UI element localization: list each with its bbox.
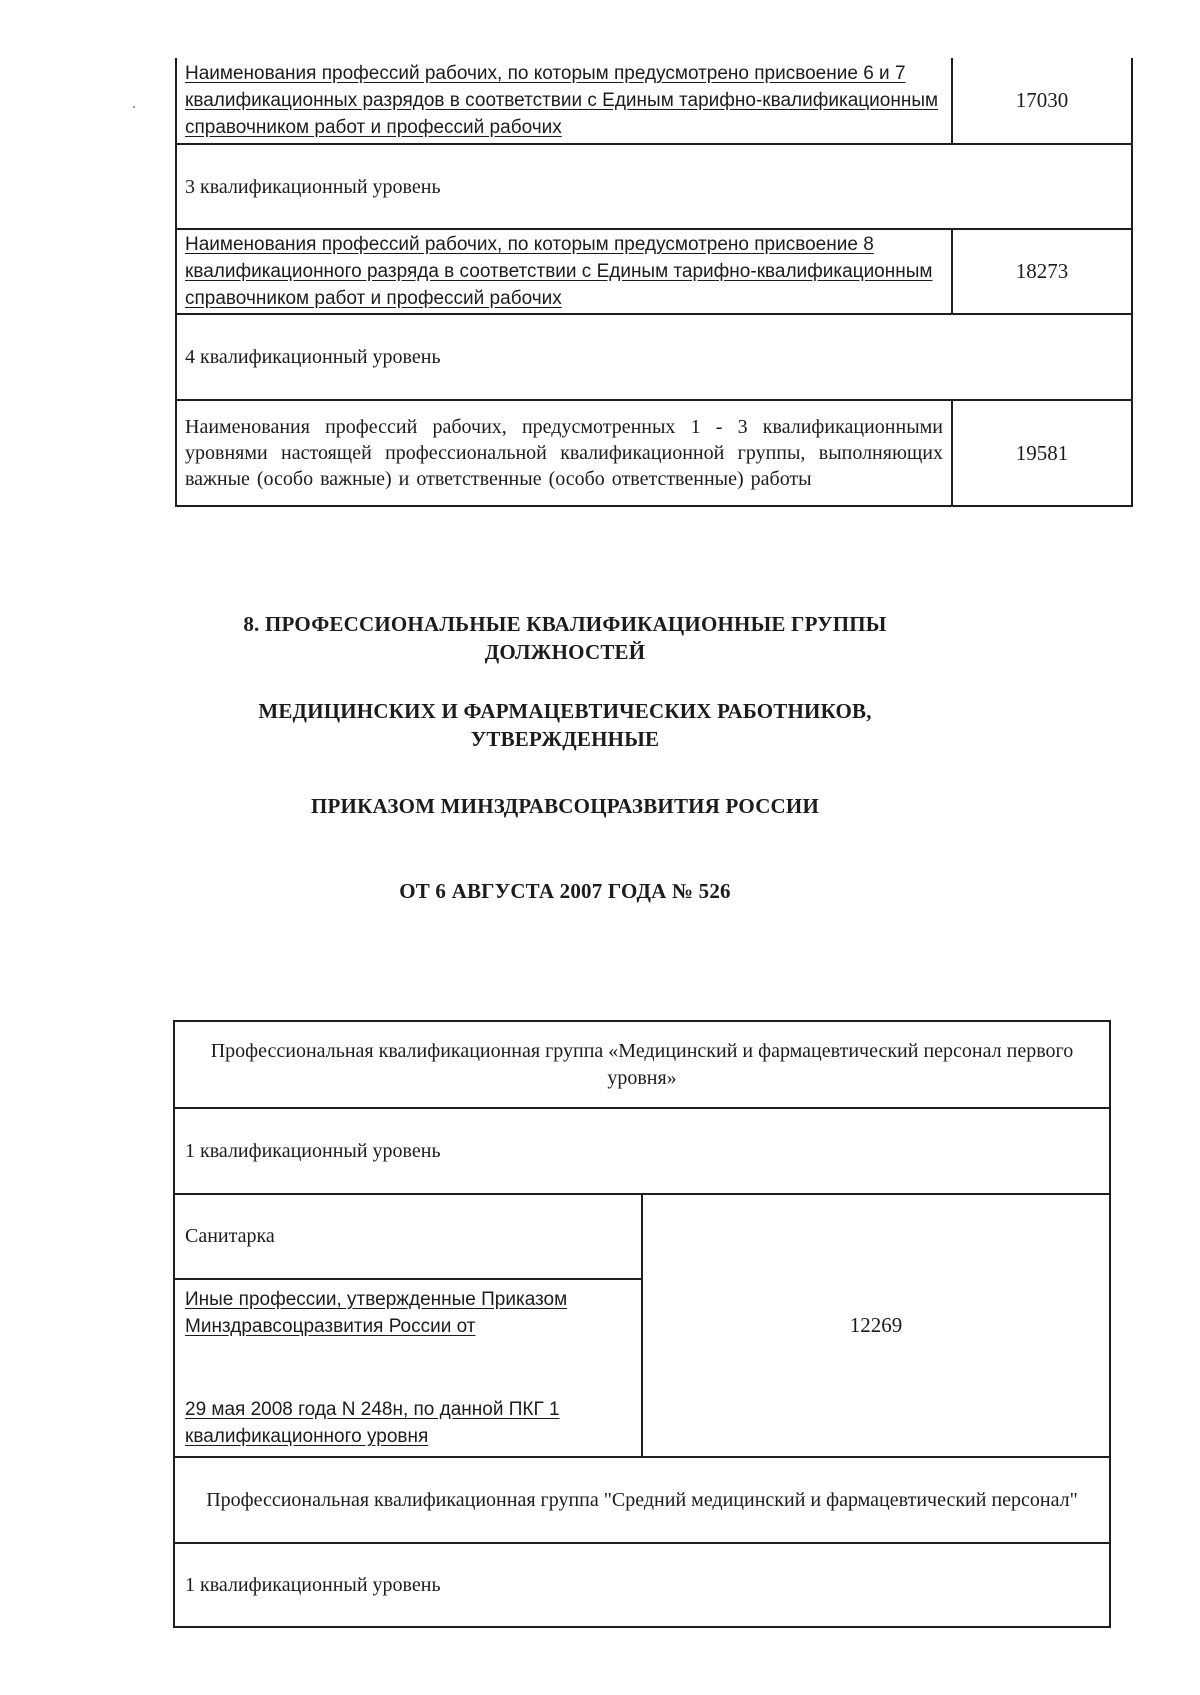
group-title: Профессиональная квалификационная группа «Медицинский и фармацевтический персонал первого уровня» <box>174 1021 1110 1108</box>
heading-line: ДОЛЖНОСТЕЙ <box>484 640 646 664</box>
salary-code-cell: 19581 <box>952 400 1132 506</box>
heading-line: 8. ПРОФЕССИОНАЛЬНЫЕ КВАЛИФИКАЦИОННЫЕ ГРУППЫ <box>243 612 887 636</box>
profession-name: Наименования профессий рабочих, по которым предусмотрено присвоение 6 и 7 квалификационных разрядов в соответствии с Единым тарифно-квалификационным справочником работ и профессий рабочих <box>185 63 939 138</box>
salary-code-cell: 12269 <box>642 1194 1110 1457</box>
heading-line: ОТ 6 АВГУСТА 2007 ГОДА № 526 <box>399 879 731 903</box>
heading-line: УТВЕРЖДЕННЫЕ <box>470 727 660 751</box>
table-row <box>176 400 1132 506</box>
qualification-level: 1 квалификационный уровень <box>174 1108 1110 1194</box>
section-heading <box>0 610 1130 666</box>
profession-name-line: Иные профессии, утвержденные Приказом Минздравсоцразвития России от <box>185 1289 568 1337</box>
group-title: Профессиональная квалификационная группа "Средний медицинский и фармацевтический персонал" <box>174 1457 1110 1543</box>
profession-cell <box>176 58 952 144</box>
salary-code-cell: 17030 <box>952 58 1132 144</box>
heading-line: МЕДИЦИНСКИХ И ФАРМАЦЕВТИЧЕСКИХ РАБОТНИКОВ, <box>258 699 872 723</box>
profession-cell <box>176 229 952 314</box>
table-row <box>174 1543 1110 1627</box>
cell-gap <box>185 1340 631 1396</box>
table-row <box>174 1108 1110 1194</box>
medical-staff-table <box>173 1020 1111 1628</box>
profession-name: Наименования профессий рабочих, предусмотренных 1 - 3 квалификационными уровнями настоящей профессиональной квалификационной группы, выполняющих важные (особо важные) и ответственные (особо ответственные) работы <box>185 416 943 490</box>
qualification-level: 1 квалификационный уровень <box>174 1543 1110 1627</box>
qualification-level: 4 квалификационный уровень <box>176 314 1132 400</box>
heading-line: ПРИКАЗОМ МИНЗДРАВСОЦРАЗВИТИЯ РОССИИ <box>310 794 819 818</box>
table-row <box>176 229 1132 314</box>
salary-code-cell: 18273 <box>952 229 1132 314</box>
profession-name: Наименования профессий рабочих, по которым предусмотрено присвоение 8 квалификационного разряда в соответствии с Единым тарифно-квалификационным справочником работ и профессий рабочих <box>185 234 933 309</box>
profession-name-line: 29 мая 2008 года N 248н, по данной ПКГ 1 квалификационного уровня <box>185 1399 560 1447</box>
table-row <box>176 58 1132 144</box>
qualification-level: 3 квалификационный уровень <box>176 144 1132 229</box>
table-row <box>174 1457 1110 1543</box>
top-salary-table <box>175 58 1133 507</box>
profession-cell <box>176 400 952 506</box>
profession-cell <box>174 1279 642 1457</box>
table-row <box>176 314 1132 400</box>
table-row <box>174 1194 1110 1279</box>
table-row <box>176 144 1132 229</box>
scan-speck <box>133 106 135 108</box>
table-row <box>174 1021 1110 1108</box>
section-subheading <box>0 697 1130 753</box>
order-heading <box>0 792 1130 820</box>
order-date-heading <box>0 877 1130 905</box>
profession-cell: Санитарка <box>174 1194 642 1279</box>
